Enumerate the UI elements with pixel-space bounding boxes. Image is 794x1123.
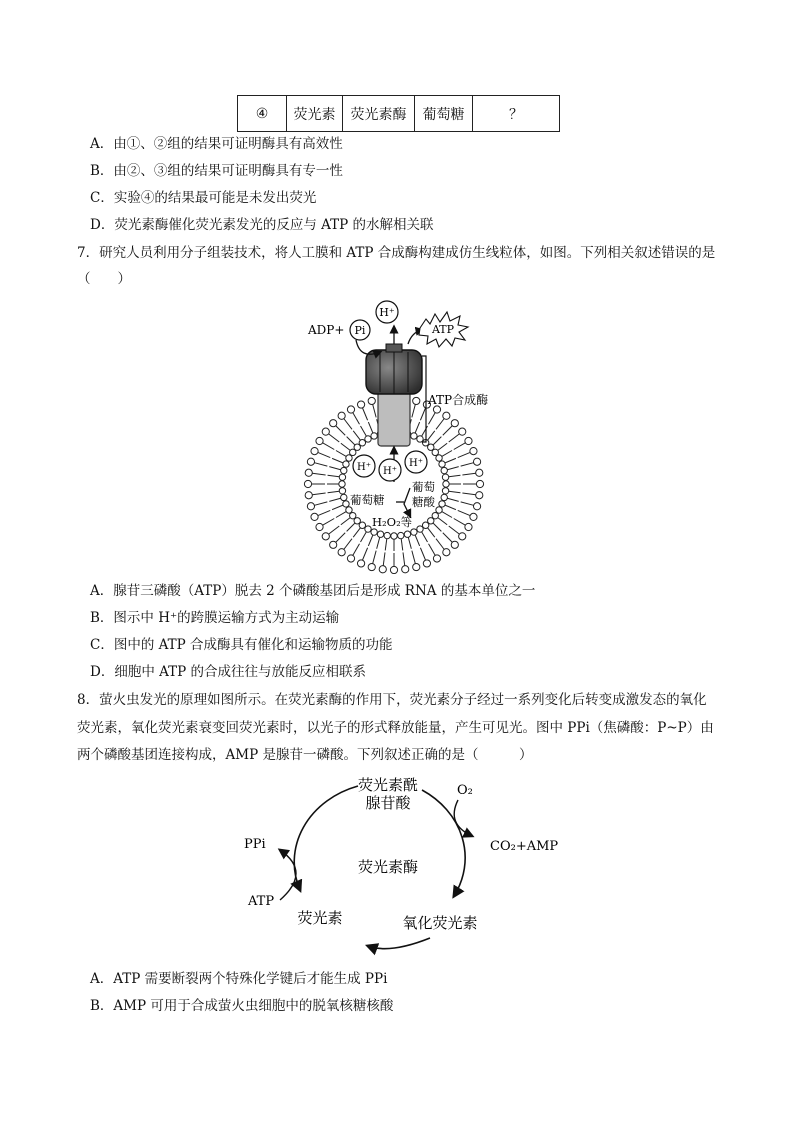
phospholipid-tail — [383, 552, 385, 565]
phospholipid-head — [371, 529, 377, 535]
phospholipid-head — [307, 458, 314, 465]
phospholipid-tail — [344, 539, 352, 550]
phospholipid-tail — [442, 451, 452, 457]
phospholipid-tail — [438, 443, 447, 450]
phospholipid-tail — [344, 419, 352, 430]
phospholipid-tail — [336, 426, 345, 435]
phospholipid-tail — [447, 467, 458, 470]
phospholipid-head — [459, 533, 466, 540]
phospholipid-tail — [408, 537, 411, 548]
phospholipid-tail — [401, 539, 403, 551]
phospholipid-head — [322, 533, 329, 540]
phospholipid-head — [441, 467, 447, 473]
phospholipid-head — [390, 566, 397, 573]
table-cell: ？ — [473, 96, 560, 132]
phospholipid-tail — [449, 491, 461, 493]
o2-label: O₂ — [457, 783, 473, 798]
table-cell: 葡萄糖 — [415, 96, 473, 132]
phospholipid-tail — [341, 518, 350, 525]
phospholipid-head — [411, 529, 417, 535]
phospholipid-tail — [445, 505, 456, 510]
h2o2-label: H₂O₂等 — [372, 515, 413, 529]
phospholipid-tail — [442, 512, 452, 518]
phospholipid-tail — [332, 505, 343, 510]
phospholipid-tail — [314, 502, 327, 505]
phospholipid-tail — [328, 475, 340, 477]
phospholipid-tail — [312, 493, 325, 495]
phospholipid-head — [365, 436, 371, 442]
glucose-arrow — [404, 488, 410, 516]
q7-stem-line2: （ ） — [77, 271, 131, 287]
phospholipid-head — [343, 501, 349, 507]
phospholipid-head — [311, 513, 318, 520]
phospholipid-tail — [329, 498, 340, 501]
o2-arrow — [454, 800, 472, 836]
phospholipid-tail — [373, 404, 376, 417]
gluconic-label-1: 葡萄 — [412, 480, 435, 494]
phospholipid-head — [473, 503, 480, 510]
phospholipid-head — [433, 555, 440, 562]
phospholipid-head — [357, 401, 364, 408]
phospholipid-tail — [323, 519, 335, 526]
adenylate-label-1: 荧光素酰 — [357, 776, 419, 794]
q6-option-c: C．实验④的结果最可能是未发出荧光 — [90, 190, 317, 206]
phospholipid-tail — [449, 526, 460, 534]
phospholipid-head — [439, 501, 445, 507]
phospholipid-tail — [458, 510, 470, 515]
phospholipid-head — [432, 449, 438, 455]
h-inner-label: H⁺ — [357, 462, 371, 473]
phospholipid-tail — [429, 544, 436, 556]
phospholipid-tail — [361, 532, 367, 542]
synthase-f1-head — [366, 344, 422, 394]
phospholipid-head — [442, 474, 448, 480]
phospholipid-head — [347, 555, 354, 562]
phospholipid-head — [379, 566, 386, 573]
phospholipid-head — [330, 541, 337, 548]
phospholipid-tail — [462, 473, 475, 475]
adp-label: ADP+ — [308, 323, 345, 337]
phospholipid-head — [402, 566, 409, 573]
phospholipid-head — [368, 563, 375, 570]
phospholipid-tail — [336, 512, 346, 518]
phospholipid-head — [470, 447, 477, 454]
cycle-arc-right — [422, 790, 465, 896]
phospholipid-head — [436, 507, 442, 513]
q8-stem-line2: 荧光素，氧化荧光素衰变回荧光素时，以光子的形式释放能量，产生可见光。图中 PPi（焦磷酸：P~P）由 — [77, 720, 714, 736]
phospholipid-head — [398, 532, 404, 538]
phospholipid-tail — [461, 502, 474, 505]
phospholipid-tail — [353, 528, 360, 537]
phospholipid-tail — [336, 533, 345, 542]
table-cell: ④ — [238, 96, 287, 132]
h-top-label: H⁺ — [379, 306, 395, 319]
phospholipid-tail — [361, 426, 367, 436]
phospholipid-head — [443, 481, 449, 487]
phospholipid-head — [465, 437, 472, 444]
phospholipid-tail — [422, 532, 428, 542]
phospholipid-head — [357, 560, 364, 567]
phospholipid-tail — [336, 451, 346, 457]
q6-option-b: B．由②、③组的结果可证明酶具有专一性 — [90, 163, 343, 179]
q7-option-c: C．图中的 ATP 合成酶具有催化和运输物质的功能 — [90, 637, 393, 653]
phospholipid-head — [459, 428, 466, 435]
phospholipid-tail — [461, 463, 474, 466]
cycle-arc-left — [294, 786, 358, 890]
luminescence-cycle-figure — [240, 772, 560, 960]
phospholipid-head — [413, 563, 420, 570]
phospholipid-head — [422, 522, 428, 528]
phospholipid-head — [377, 531, 383, 537]
table-cell: 荧光素酶 — [343, 96, 415, 132]
adenylate-label-2: 腺苷酸 — [365, 794, 411, 812]
mitochondrion-figure — [300, 292, 510, 574]
phospholipid-head — [423, 560, 430, 567]
phospholipid-head — [413, 397, 420, 404]
experiment-table — [237, 95, 560, 132]
phospholipid-tail — [368, 422, 373, 433]
phospholipid-tail — [385, 539, 387, 551]
phospholipid-tail — [420, 408, 425, 420]
phospholipid-head — [307, 503, 314, 510]
phospholipid-head — [473, 458, 480, 465]
phospholipid-tail — [412, 404, 415, 417]
phospholipid-head — [346, 507, 352, 513]
phospholipid-tail — [445, 458, 456, 463]
phospholipid-head — [451, 420, 458, 427]
phospholipid-tail — [329, 467, 340, 470]
oxyluciferin-label: 氧化荧光素 — [402, 914, 478, 932]
ppi-label: PPi — [244, 837, 266, 852]
phospholipid-tail — [318, 510, 330, 515]
phospholipid-tail — [332, 458, 343, 463]
phospholipid-tail — [314, 463, 327, 466]
q6-option-d: D．荧光素酶催化荧光素发光的反应与 ATP 的水解相关联 — [90, 217, 434, 233]
phospholipid-head — [347, 406, 354, 413]
phospholipid-head — [368, 397, 375, 404]
phospholipid-tail — [443, 426, 452, 435]
phospholipid-head — [391, 533, 397, 539]
phospholipid-tail — [433, 523, 441, 531]
phospholipid-head — [305, 492, 312, 499]
phospholipid-tail — [415, 422, 420, 433]
phospholipid-tail — [362, 548, 367, 560]
phospholipid-head — [350, 512, 356, 518]
phospholipid-tail — [429, 413, 436, 425]
phospholipid-head — [339, 488, 345, 494]
phospholipid-tail — [353, 544, 360, 556]
table-cell: 荧光素 — [287, 96, 343, 132]
phospholipid-head — [305, 469, 312, 476]
h-inner-label: H⁺ — [409, 458, 423, 469]
q8-stem-line3: 两个磷酸基团连接构成，AMP 是腺苷一磷酸。下列叙述正确的是（ ） — [77, 747, 533, 763]
phospholipid-head — [346, 455, 352, 461]
phospholipid-tail — [347, 437, 355, 445]
phospholipid-tail — [433, 437, 441, 445]
phospholipid-head — [304, 480, 311, 487]
phospholipid-tail — [449, 475, 461, 477]
luciferin-label: 荧光素 — [297, 909, 343, 927]
synthase-f0 — [378, 388, 410, 446]
phospholipid-tail — [443, 533, 452, 542]
phospholipid-head — [365, 526, 371, 532]
q7-option-b: B．图示中 H⁺的跨膜运输方式为主动运输 — [90, 610, 340, 626]
phospholipid-head — [433, 406, 440, 413]
phospholipid-head — [338, 549, 345, 556]
phospholipid-tail — [377, 537, 380, 548]
phospholipid-tail — [447, 498, 458, 501]
phospholipid-tail — [329, 526, 340, 534]
phospholipid-tail — [454, 443, 466, 450]
phospholipid-head — [322, 428, 329, 435]
phospholipid-head — [451, 541, 458, 548]
phospholipid-head — [384, 532, 390, 538]
phospholipid-tail — [323, 443, 335, 450]
gluconic-label-2: 糖酸 — [412, 495, 435, 509]
phospholipid-head — [443, 412, 450, 419]
enzyme-center-label: 荧光素酶 — [357, 858, 419, 876]
phospholipid-head — [439, 461, 445, 467]
q8-option-a: A．ATP 需要断裂两个特殊化学键后才能生成 PPi — [90, 971, 388, 987]
phospholipid-head — [417, 436, 423, 442]
phospholipid-tail — [318, 452, 330, 457]
phospholipid-head — [359, 440, 365, 446]
phospholipid-head — [341, 467, 347, 473]
phospholipid-head — [442, 488, 448, 494]
phospholipid-tail — [454, 519, 466, 526]
co2-amp-label: CO₂+AMP — [490, 839, 559, 854]
phospholipid-head — [465, 523, 472, 530]
phospholipid-tail — [341, 443, 350, 450]
cycle-arc-bottom — [368, 938, 430, 949]
phospholipid-tail — [420, 548, 425, 560]
phospholipid-head — [470, 513, 477, 520]
phospholipid-head — [341, 494, 347, 500]
phospholipid-tail — [312, 473, 325, 475]
phospholipid-tail — [373, 551, 376, 564]
phospholipid-tail — [353, 413, 360, 425]
phospholipid-tail — [347, 523, 355, 531]
phospholipid-head — [441, 494, 447, 500]
phospholipid-tail — [458, 452, 470, 457]
atp-label: ATP — [248, 894, 275, 909]
table-row — [238, 96, 560, 132]
phospholipid-head — [417, 526, 423, 532]
phospholipid-tail — [449, 434, 460, 442]
phospholipid-tail — [422, 426, 428, 436]
phospholipid-tail — [436, 539, 444, 550]
phospholipid-tail — [428, 431, 435, 440]
phospholipid-tail — [436, 419, 444, 430]
phospholipid-head — [436, 455, 442, 461]
phospholipid-head — [404, 531, 410, 537]
phospholipid-head — [343, 461, 349, 467]
phospholipid-head — [371, 433, 377, 439]
phospholipid-tail — [428, 528, 435, 537]
phospholipid-head — [411, 433, 417, 439]
phospholipid-tail — [462, 493, 475, 495]
phospholipid-head — [316, 523, 323, 530]
q7-option-a: A．腺苷三磷酸（ATP）脱去 2 个磷酸基团后是形成 RNA 的基本单位之一 — [90, 583, 536, 599]
q8-option-b: B．AMP 可用于合成萤火虫细胞中的脱氧核糖核酸 — [90, 998, 394, 1014]
phospholipid-tail — [438, 518, 447, 525]
glucose-label: 葡萄糖 — [350, 493, 385, 507]
q8-stem-line1: 8．萤火虫发光的原理如图所示。在荧光素酶的作用下，荧光素分子经过一系列变化后转变成激发态的氧化 — [77, 692, 707, 708]
atp-burst-label: ATP — [431, 323, 455, 336]
phospholipid-tail — [412, 551, 415, 564]
phospholipid-head — [476, 492, 483, 499]
phospholipid-tail — [328, 491, 340, 493]
q6-option-a: A．由①、②组的结果可证明酶具有高效性 — [90, 136, 343, 152]
phospholipid-head — [316, 437, 323, 444]
phospholipid-tail — [353, 431, 360, 440]
phospholipid-head — [476, 469, 483, 476]
phospholipid-head — [330, 420, 337, 427]
phospholipid-head — [476, 480, 483, 487]
phospholipid-tail — [362, 408, 367, 420]
phospholipid-tail — [403, 552, 405, 565]
phospholipid-tail — [368, 535, 373, 546]
q7-option-d: D．细胞中 ATP 的合成往往与放能反应相联系 — [90, 664, 367, 680]
pi-label: Pi — [354, 324, 366, 337]
phospholipid-tail — [329, 434, 340, 442]
phospholipid-head — [338, 412, 345, 419]
phospholipid-head — [339, 474, 345, 480]
phospholipid-head — [339, 481, 345, 487]
h-inner-label: H⁺ — [383, 466, 397, 477]
phospholipid-head — [311, 447, 318, 454]
q7-stem-line1: 7．研究人员利用分子组装技术，将人工膜和 ATP 合成酶构建成仿生线粒体，如图。下列相关叙述错误的是 — [77, 245, 716, 261]
phospholipid-head — [443, 549, 450, 556]
synthase-label: ATP合成酶 — [428, 393, 489, 407]
phospholipid-tail — [415, 535, 420, 546]
